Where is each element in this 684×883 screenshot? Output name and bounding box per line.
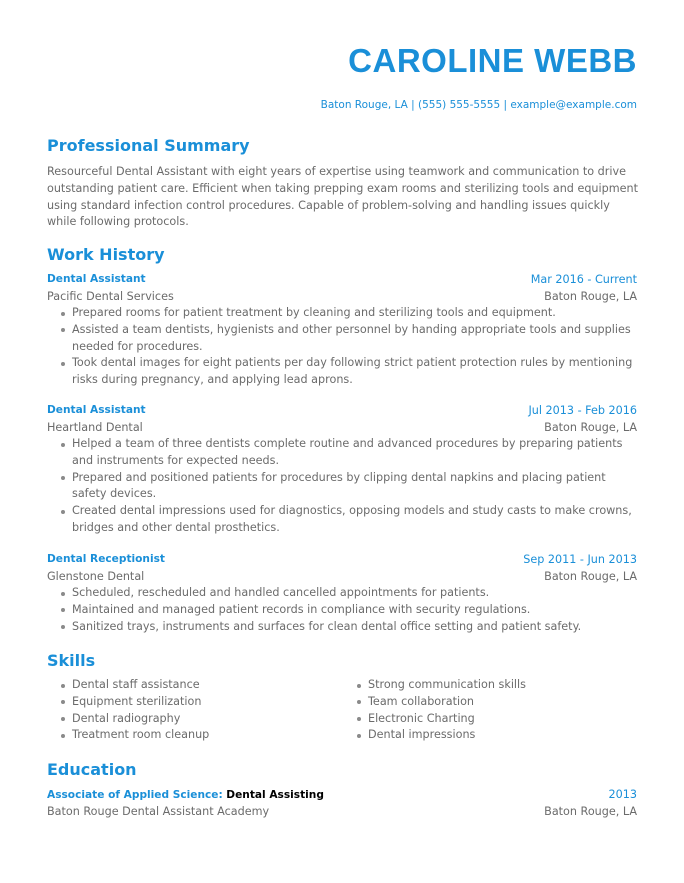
job-bullet: Maintained and managed patient records in compliance with security regulations. — [72, 602, 637, 619]
job-bullet: Sanitized trays, instruments and surfaces for clean dental office setting and patient safety. — [72, 619, 637, 636]
job-dates: Jul 2013 - Feb 2016 — [528, 404, 637, 417]
job-entry — [47, 271, 637, 389]
education-school: Baton Rouge Dental Assistant Academy — [47, 805, 270, 818]
job-company: Heartland Dental — [47, 421, 143, 434]
education-entry — [47, 786, 637, 820]
skills-heading: Skills — [47, 651, 96, 670]
job-bullet: Helped a team of three dentists complete routine and advanced procedures by preparing patients and instruments for expected needs. — [72, 436, 637, 470]
job-bullets — [47, 305, 637, 389]
skills-list-left — [47, 677, 362, 744]
job-title: Dental Assistant — [47, 273, 146, 285]
education-heading: Education — [47, 760, 137, 779]
skill-item: Treatment room cleanup — [72, 727, 362, 744]
education-location: Baton Rouge, LA — [544, 805, 637, 818]
job-entry — [47, 551, 637, 635]
job-title: Dental Assistant — [47, 404, 146, 416]
job-entry — [47, 402, 637, 537]
skill-item: Strong communication skills — [368, 677, 658, 694]
job-company: Pacific Dental Services — [47, 290, 174, 303]
job-bullets — [47, 585, 637, 635]
skill-item: Dental impressions — [368, 727, 658, 744]
job-location: Baton Rouge, LA — [544, 290, 637, 303]
job-company: Glenstone Dental — [47, 570, 145, 583]
job-bullet: Took dental images for eight patients per day following strict patient protection rules by mentioning risks during pregnancy, and applying lead aprons. — [72, 355, 637, 389]
job-bullet: Created dental impressions used for diagnostics, opposing models and study casts to make crowns, bridges and other dental prosthetics. — [72, 503, 637, 537]
education-year: 2013 — [608, 788, 637, 801]
skill-item: Equipment sterilization — [72, 694, 362, 711]
skill-item: Dental radiography — [72, 711, 362, 728]
skill-item: Dental staff assistance — [72, 677, 362, 694]
job-bullet: Scheduled, rescheduled and handled cancelled appointments for patients. — [72, 585, 637, 602]
job-bullet: Prepared rooms for patient treatment by cleaning and sterilizing tools and equipment. — [72, 305, 637, 322]
skill-item: Electronic Charting — [368, 711, 658, 728]
job-bullet: Prepared and positioned patients for procedures by clipping dental napkins and placing patient safety devices. — [72, 470, 637, 504]
job-location: Baton Rouge, LA — [544, 421, 637, 434]
candidate-name: CAROLINE WEBB — [348, 42, 637, 79]
skill-item: Team collaboration — [368, 694, 658, 711]
contact-info: Baton Rouge, LA | (555) 555-5555 | example@example.com — [320, 99, 637, 111]
education-field: Dental Assisting — [226, 789, 324, 801]
job-bullet: Assisted a team dentists, hygienists and other personnel by handing appropriate tools and supplies needed for procedures. — [72, 322, 637, 356]
skills-list-right — [343, 677, 658, 744]
job-title: Dental Receptionist — [47, 553, 165, 565]
summary-heading: Professional Summary — [47, 136, 250, 155]
education-separator: : — [218, 789, 223, 801]
job-dates: Sep 2011 - Jun 2013 — [523, 553, 637, 566]
work-history-heading: Work History — [47, 245, 165, 264]
job-bullets — [47, 436, 637, 537]
job-location: Baton Rouge, LA — [544, 570, 637, 583]
summary-text: Resourceful Dental Assistant with eight years of expertise using teamwork and communication to drive outstanding patient care. Efficient when taking prepping exam rooms and sterilizing tools and equipment using standard infection control procedures. Capable of problem-solving and handling issues quickly while following protocols. — [47, 165, 638, 229]
job-dates: Mar 2016 - Current — [530, 273, 637, 286]
education-degree: Associate of Applied Science — [47, 789, 219, 801]
